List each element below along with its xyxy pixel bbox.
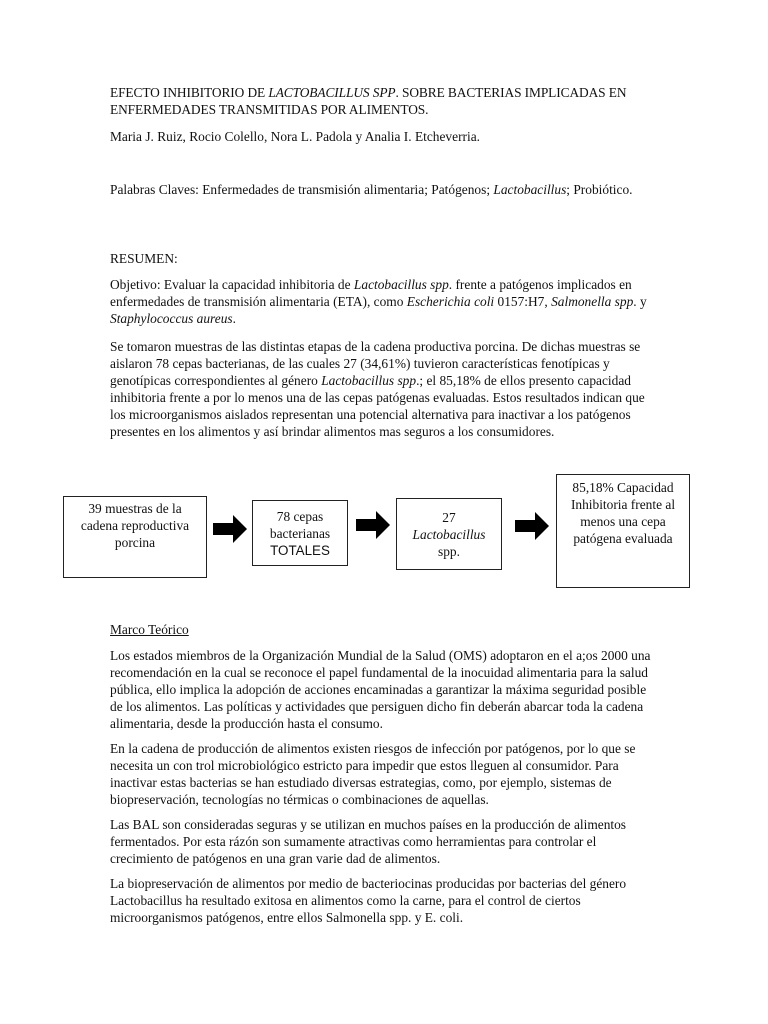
flow-arrow-icon bbox=[515, 511, 549, 541]
flow-box-muestras bbox=[63, 496, 207, 578]
marco-paragraph bbox=[110, 816, 658, 867]
keywords-italic: Lactobacillus bbox=[493, 182, 567, 197]
flow-box-capacidad bbox=[556, 474, 690, 588]
resumen-paragraph bbox=[110, 338, 658, 440]
marco-paragraph-1-text: Los estados miembros de la Organización Mundial de la Salud (OMS) adoptaron en el a;os 2000 una recomendación en la cual se reconoce el papel fundamental de la inocuidad alimentaria para la salud pública, ello implica la adopción de acciones encaminadas a garantizar la máxima seguridad posible de los alimentos. Las políticas y actividades que persiguen dicho fin deberán abarcar toda la cadena alimentaria, desde la producción hasta el consumo. bbox=[110, 648, 651, 731]
flow-box-muestras-text: 39 muestras de la cadena reproductiva porcina bbox=[80, 501, 190, 550]
flow-box-lactobacillus-line1: 27 bbox=[442, 509, 456, 525]
title-text-2: . SOBRE BACTERIAS IMPLICADAS EN ENFERMEDADES TRANSMITIDAS POR ALIMENTOS. bbox=[110, 85, 627, 117]
marco-paragraph-2-text: En la cadena de producción de alimentos existen riesgos de infección por patógenos, por lo que se necesita un con trol microbiológico estricto para impedir que estos lleguen al consumidor. Para inactivar estas bacterias se han estudiado diversas estrategias, como, por ejemplo, sistemas de biopreservación, tecnologías no térmicas o combinaciones de aquellas. bbox=[110, 741, 636, 807]
title-text-1: EFECTO INHIBITORIO DE bbox=[110, 85, 269, 100]
marco-paragraph bbox=[110, 740, 658, 808]
title-italic: LACTOBACILLUS SPP bbox=[268, 85, 396, 100]
objetivo-i4: Staphylococcus aureus bbox=[110, 311, 233, 326]
objetivo-paragraph bbox=[110, 276, 658, 327]
resumen-i1: Lactobacillus spp bbox=[321, 373, 417, 388]
objetivo-i3: Salmonella spp bbox=[551, 294, 634, 309]
resumen-heading-text: RESUMEN: bbox=[110, 251, 178, 266]
paper-title bbox=[110, 84, 658, 118]
marco-paragraph-4-text: La biopreservación de alimentos por medio de bacteriocinas producidas por bacterias del género Lactobacillus ha resultado exitosa en alimentos como la carne, para el control de ciertos microorganismos patógenos, entre ellos Salmonella spp. y E. coli. bbox=[110, 876, 627, 925]
flow-arrow-icon bbox=[213, 514, 247, 544]
flow-box-lactobacillus-line2: Lactobacillus bbox=[412, 526, 486, 542]
resumen-heading bbox=[110, 250, 658, 267]
flow-arrow-icon bbox=[356, 510, 390, 540]
objetivo-i1: Lactobacillus spp bbox=[353, 277, 449, 292]
objetivo-t5: . bbox=[232, 311, 236, 326]
authors-text: Maria J. Ruiz, Rocio Colello, Nora L. Padola y Analia I. Etcheverria. bbox=[110, 129, 481, 144]
marco-paragraph-3-text: Las BAL son consideradas seguras y se utilizan en muchos países en la producción de alimentos fermentados. Por esta rázón son sumamente atractivas como herramientas para controlar el crecimiento de patógenos en una gran varie dad de alimentos. bbox=[110, 817, 627, 866]
flow-box-cepas bbox=[252, 500, 348, 566]
keywords-text-2: ; Probiótico. bbox=[566, 182, 633, 197]
objetivo-t1: Objetivo: Evaluar la capacidad inhibitoria de bbox=[110, 277, 354, 292]
authors-line bbox=[110, 128, 658, 145]
flow-box-cepas-line1: 78 cepas bacterianas bbox=[269, 508, 331, 541]
flow-box-lactobacillus-line3: spp. bbox=[438, 543, 460, 559]
marco-heading bbox=[110, 621, 658, 638]
objetivo-t4: . y bbox=[633, 294, 647, 309]
objetivo-t2: . frente a patógenos implicados en enfermedades de transmisión alimentaria (ETA), como bbox=[110, 277, 632, 309]
flow-box-lactobacillus bbox=[396, 498, 502, 570]
objetivo-i2: Escherichia coli bbox=[406, 294, 495, 309]
keywords bbox=[110, 181, 658, 198]
objetivo-t3: 0157:H7, bbox=[494, 294, 552, 309]
flow-box-cepas-line2: TOTALES bbox=[270, 542, 330, 558]
resumen-t1: Se tomaron muestras de las distintas etapas de la cadena productiva porcina. De dichas muestras se aislaron 78 cepas bacterianas, de las cuales 27 (34,61%) tuvieron características fenotípicas y genotípicas correspondientes al género bbox=[110, 339, 641, 388]
resumen-t2: .; el 85,18% de ellos presento capacidad inhibitoria frente a por lo menos una de las cepas patógenas evaluadas. Estos resultados indican que los microorganismos aislados representan una potencial alternativa para inactivar a los patógenos presentes en los alimentos y así brindar alimentos mas seguros a los consumidores. bbox=[110, 373, 645, 439]
keywords-text-1: Palabras Claves: Enfermedades de transmisión alimentaria; Patógenos; bbox=[110, 182, 494, 197]
marco-paragraph bbox=[110, 647, 658, 732]
marco-paragraph bbox=[110, 875, 658, 926]
flow-box-capacidad-text: 85,18% Capacidad Inhibitoria frente al menos una cepa patógena evaluada bbox=[570, 480, 676, 546]
marco-heading-text: Marco Teórico bbox=[110, 622, 189, 637]
